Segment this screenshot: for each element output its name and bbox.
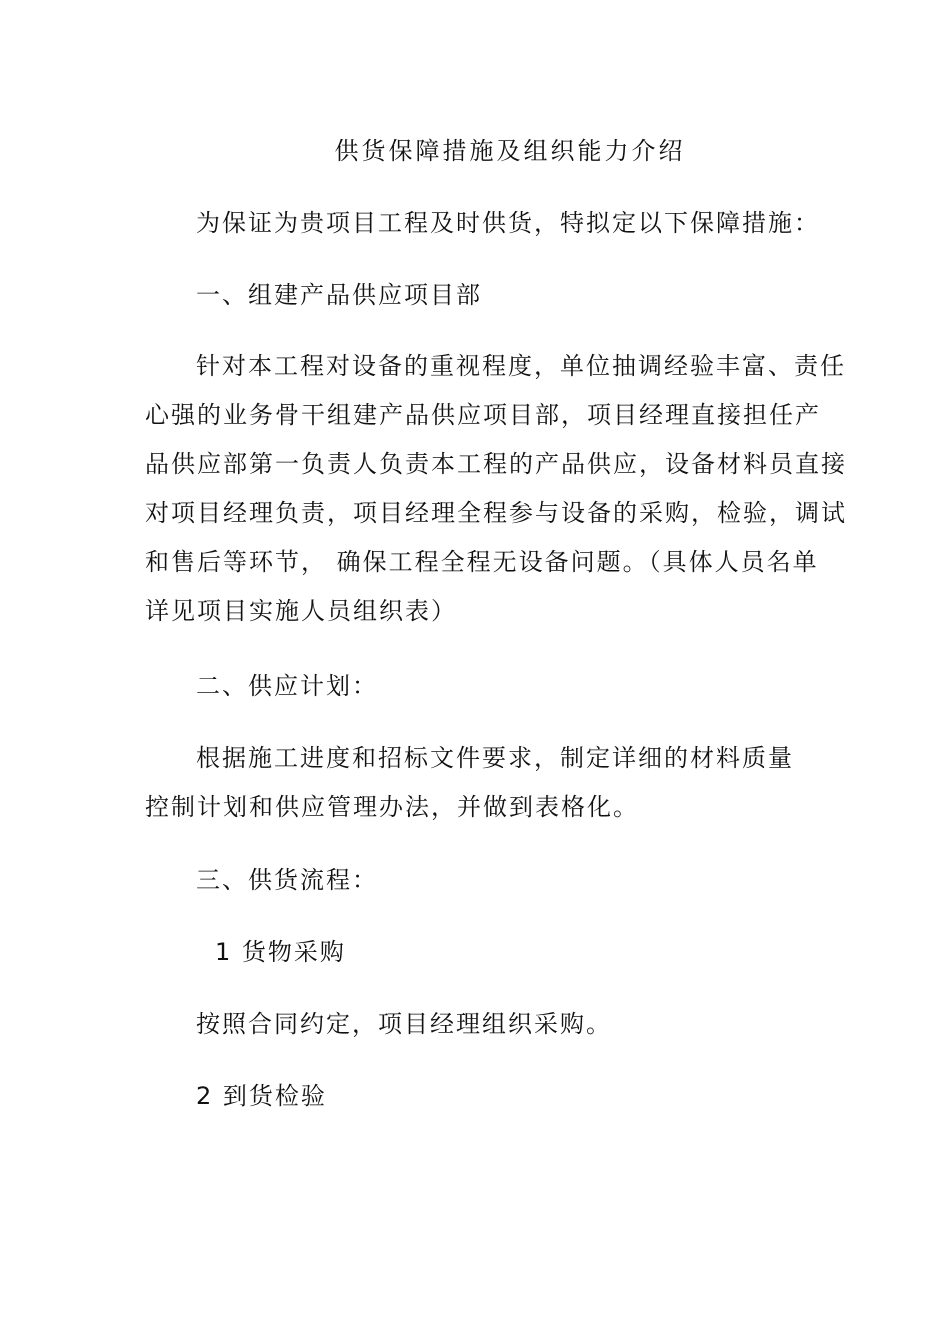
section1-line-3: 品供应部第一负责人负责本工程的产品供应，设备材料员直接 bbox=[145, 450, 847, 478]
step2-title: 2 到货检验 bbox=[196, 1082, 327, 1110]
section3-heading: 三、供货流程： bbox=[196, 866, 378, 894]
section1-line-5: 和售后等环节， 确保工程全程无设备问题。（具体人员名单 bbox=[145, 548, 819, 576]
section1-line-4: 对项目经理负责，项目经理全程参与设备的采购，检验，调试 bbox=[145, 499, 847, 527]
section1-heading: 一、组建产品供应项目部 bbox=[196, 281, 482, 309]
section2-heading: 二、供应计划： bbox=[196, 672, 378, 700]
step1-title: 1 货物采购 bbox=[215, 938, 346, 966]
intro-paragraph: 为保证为贵项目工程及时供货，特拟定以下保障措施： bbox=[196, 209, 820, 237]
section2-line-1: 根据施工进度和招标文件要求，制定详细的材料质量 bbox=[196, 744, 794, 772]
section1-line-2: 心强的业务骨干组建产品供应项目部，项目经理直接担任产 bbox=[145, 401, 821, 429]
section1-line-6: 详见项目实施人员组织表） bbox=[145, 597, 457, 625]
step1-text: 按照合同约定，项目经理组织采购。 bbox=[196, 1010, 612, 1038]
document-title: 供货保障措施及组织能力介绍 bbox=[334, 137, 686, 165]
section1-line-1: 针对本工程对设备的重视程度，单位抽调经验丰富、责任 bbox=[196, 352, 846, 380]
section2-line-2: 控制计划和供应管理办法，并做到表格化。 bbox=[145, 793, 639, 821]
